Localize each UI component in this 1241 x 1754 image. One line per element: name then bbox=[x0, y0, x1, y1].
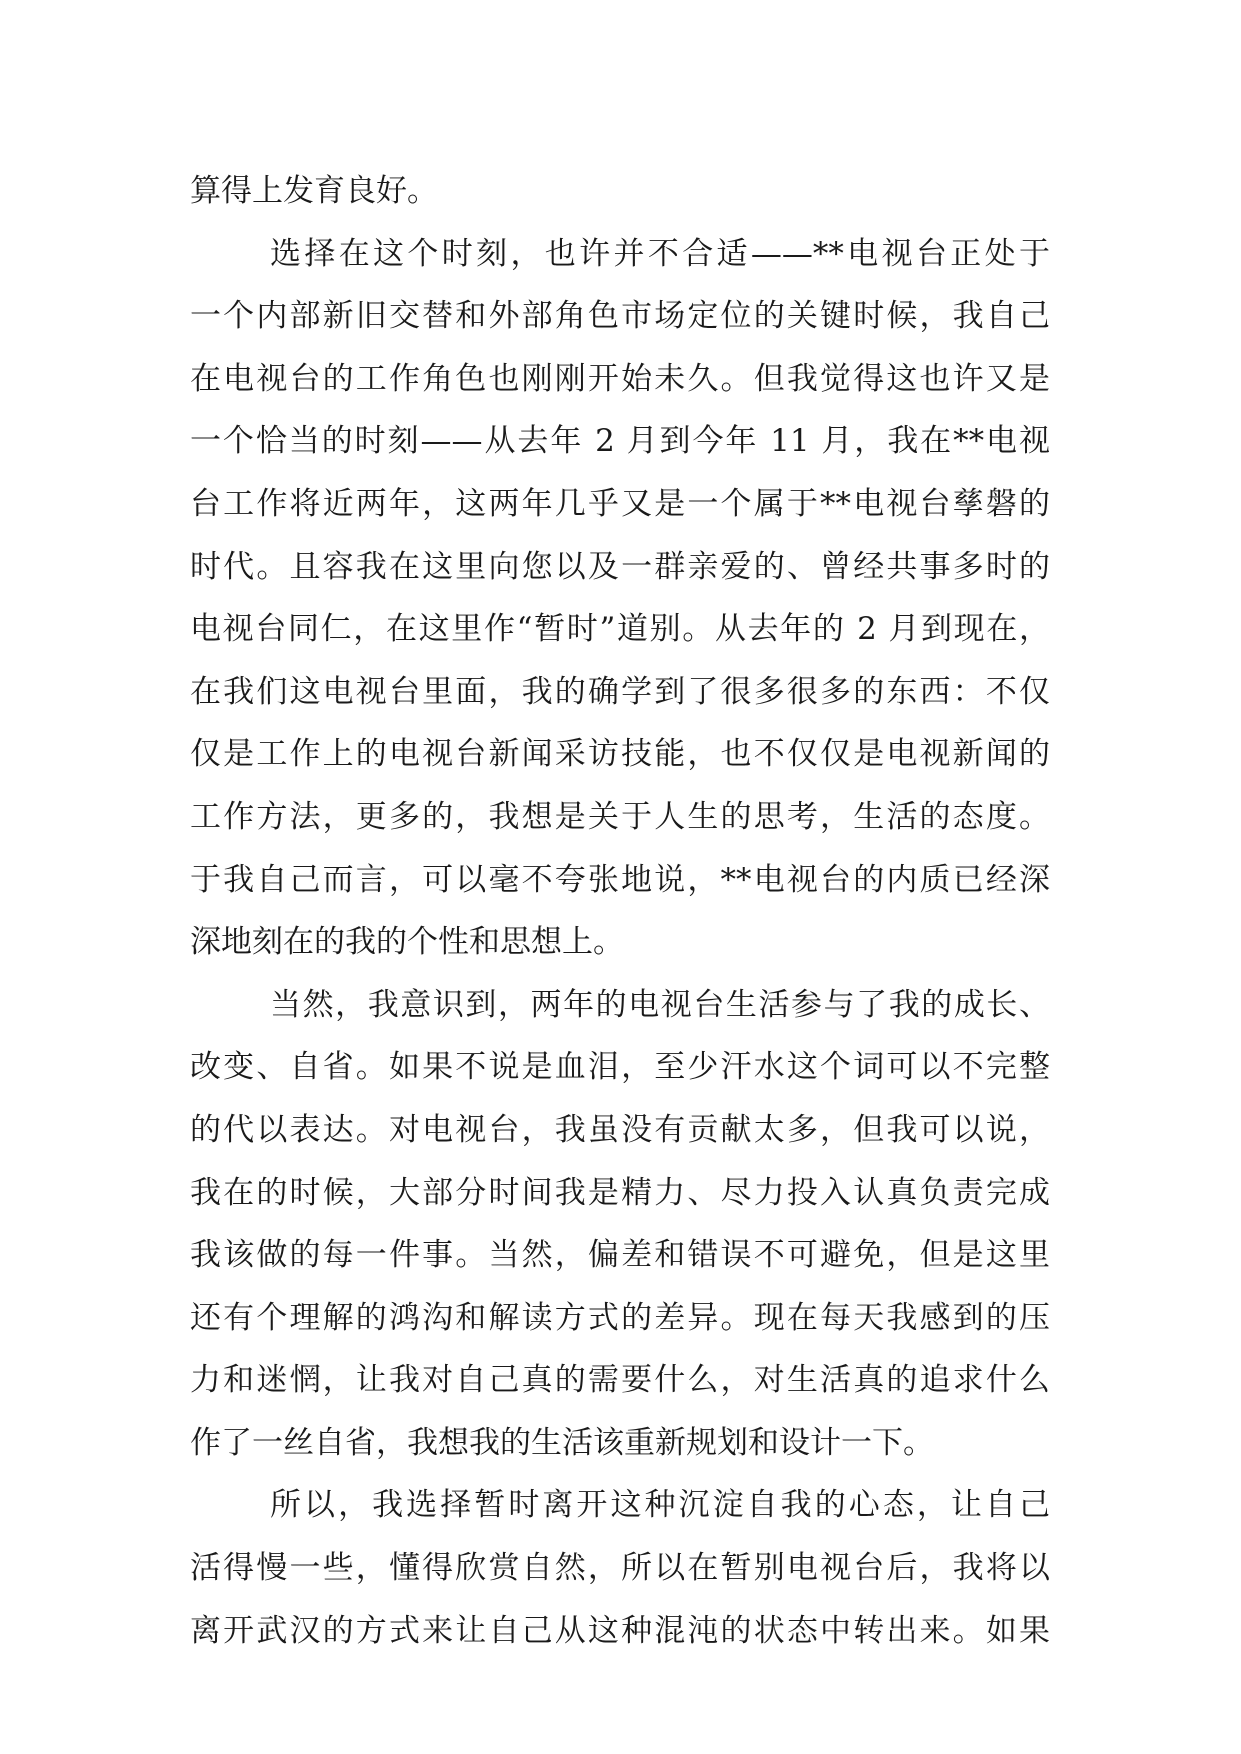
text-line: 仅是工作上的电视台新闻采访技能，也不仅仅是电视新闻的 bbox=[190, 736, 1050, 773]
text-line: 台工作将近两年，这两年几乎又是一个属于**电视台孳磐的 bbox=[190, 485, 1050, 522]
text-line: 我在的时候，大部分时间我是精力、尽力投入认真负责完成 bbox=[190, 1174, 1050, 1211]
text-line: 电视台同仁，在这里作“暂时”道别。从去年的 2 月到现在， bbox=[190, 611, 1050, 648]
text-line: 的代以表达。对电视台，我虽没有贡献太多，但我可以说， bbox=[190, 1111, 1050, 1148]
document-body bbox=[190, 160, 1050, 1662]
text-line: 一个内部新旧交替和外部角色市场定位的关键时候，我自己 bbox=[190, 298, 1050, 335]
text-line: 力和迷惘，让我对自己真的需要什么，对生活真的追求什么 bbox=[190, 1362, 1050, 1399]
text-line: 算得上发育良好。 bbox=[190, 173, 438, 209]
text-line: 一个恰当的时刻——从去年 2 月到今年 11 月，我在**电视 bbox=[190, 423, 1050, 460]
paragraph-first-line: 当然，我意识到，两年的电视台生活参与了我的成长、 bbox=[270, 986, 1050, 1023]
text-line: 作了一丝自省，我想我的生活该重新规划和设计一下。 bbox=[190, 1424, 934, 1461]
text-line: 在电视台的工作角色也刚刚开始未久。但我觉得这也许又是 bbox=[190, 360, 1050, 397]
text-line: 还有个理解的鸿沟和解读方式的差异。现在每天我感到的压 bbox=[190, 1299, 1050, 1336]
text-line: 改变、自省。如果不说是血泪，至少汗水这个词可以不完整 bbox=[190, 1049, 1050, 1086]
paragraph-first-line: 选择在这个时刻，也许并不合适——**电视台正处于 bbox=[270, 235, 1050, 272]
text-line: 工作方法，更多的，我想是关于人生的思考，生活的态度。 bbox=[190, 798, 1050, 835]
text-line: 于我自己而言，可以毫不夸张地说，**电视台的内质已经深 bbox=[190, 861, 1050, 898]
text-line: 我该做的每一件事。当然，偏差和错误不可避免，但是这里 bbox=[190, 1237, 1050, 1274]
text-line: 活得慢一些，懂得欣赏自然，所以在暂别电视台后，我将以 bbox=[190, 1550, 1050, 1587]
text-line: 在我们这电视台里面，我的确学到了很多很多的东西：不仅 bbox=[190, 673, 1050, 710]
text-line: 时代。且容我在这里向您以及一群亲爱的、曾经共事多时的 bbox=[190, 548, 1050, 585]
paragraph-first-line: 所以，我选择暂时离开这种沉淀自我的心态，让自己 bbox=[270, 1487, 1050, 1524]
text-line: 深地刻在的我的个性和思想上。 bbox=[190, 924, 624, 961]
text-line: 离开武汉的方式来让自己从这种混沌的状态中转出来。如果 bbox=[190, 1612, 1050, 1649]
